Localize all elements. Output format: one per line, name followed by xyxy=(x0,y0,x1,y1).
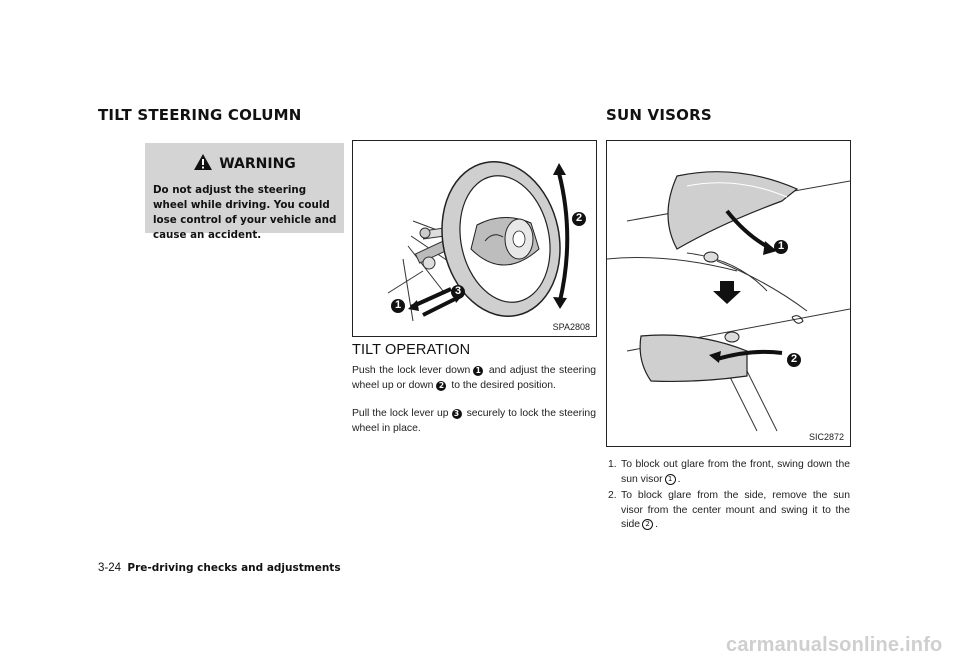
warning-box xyxy=(145,143,344,241)
callout-2: 2 xyxy=(786,352,802,373)
figure-steering-wheel xyxy=(352,140,597,337)
section-title-tilt: TILT STEERING COLUMN xyxy=(98,106,302,124)
figure-sun-visor xyxy=(606,140,851,447)
callout-1: 1 xyxy=(390,298,406,319)
page-footer xyxy=(98,562,341,574)
callout-badge-3: 3 xyxy=(452,409,462,419)
list-item: 2. To block glare from the side, remove the sun visor from the center mount and swing it to the side 2 . xyxy=(608,490,850,531)
section-title-sun-visors: SUN VISORS xyxy=(606,106,712,124)
warning-heading xyxy=(145,153,344,172)
callout-ring-2: 2 xyxy=(642,519,653,530)
page-number: 3-24 xyxy=(98,562,122,574)
figure-code: SPA2808 xyxy=(552,322,590,332)
callout-3: 3 xyxy=(450,284,466,305)
paragraph-tilt-2: Pull the lock lever up 3 securely to lock the steering wheel in place. xyxy=(352,408,596,434)
paragraph-tilt-1: Push the lock lever down 1 and adjust the steering wheel up or down 2 to the desired position. xyxy=(352,365,597,391)
callout-2: 2 xyxy=(571,211,587,232)
callout-badge-1: 1 xyxy=(473,366,483,376)
sun-visor-illustration xyxy=(607,141,850,446)
callout-ring-1: 1 xyxy=(665,474,676,485)
subhead-tilt-operation: TILT OPERATION xyxy=(352,342,471,358)
figure-code: SIC2872 xyxy=(808,432,844,442)
warning-title: WARNING xyxy=(219,156,296,172)
list-item: 1. To block out glare from the front, swing down the sun visor 1 . xyxy=(608,459,850,485)
callout-1: 1 xyxy=(773,239,789,260)
warning-triangle-icon xyxy=(193,153,213,171)
warning-text: Do not adjust the steering wheel while driving. You could lose control of your vehicle and cause an accident. xyxy=(153,184,337,241)
watermark: carmanualsonline.info xyxy=(726,634,943,656)
chapter-title: Pre-driving checks and adjustments xyxy=(127,562,341,574)
callout-badge-2: 2 xyxy=(436,381,446,391)
